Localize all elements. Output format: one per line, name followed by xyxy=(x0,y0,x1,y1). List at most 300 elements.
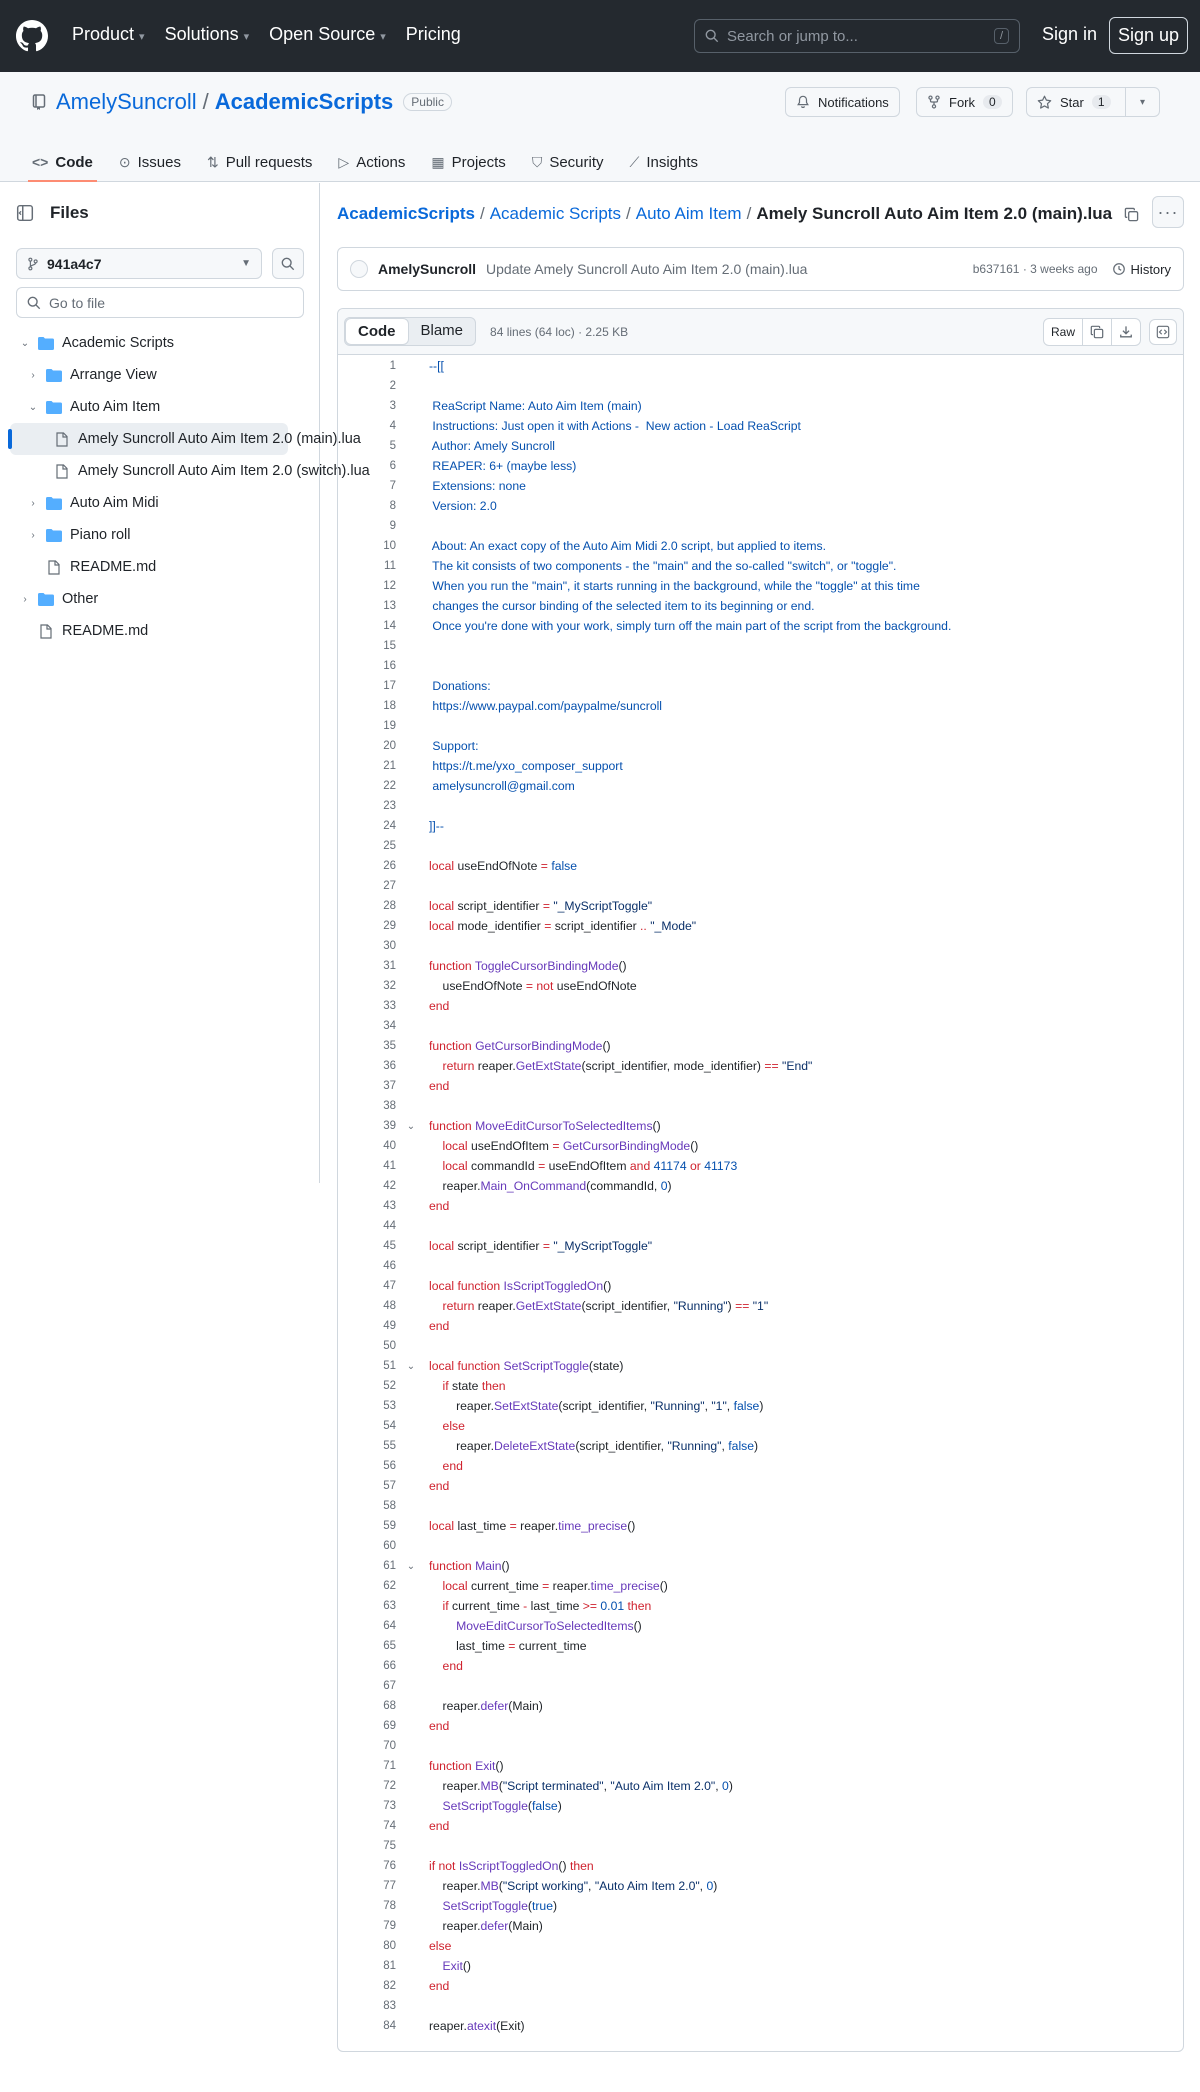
nav-pricing[interactable] xyxy=(406,24,461,45)
line-number[interactable]: 6 xyxy=(389,460,396,472)
folder-icon xyxy=(38,593,54,606)
branch-name: 941a4c7 xyxy=(47,255,102,272)
file-info: 84 lines (64 loc) · 2.25 KB xyxy=(490,324,629,339)
line-number[interactable]: 16 xyxy=(383,660,396,672)
global-search-input[interactable] xyxy=(694,19,1020,53)
tree-item-label: README.md xyxy=(70,559,157,575)
symbols-panel-button[interactable] xyxy=(1149,319,1177,345)
file-tree-sidebar xyxy=(0,183,370,1183)
line-number[interactable]: 20 xyxy=(383,740,396,752)
tree-file-readme-inner[interactable] xyxy=(0,551,320,583)
fork-count: 0 xyxy=(983,95,1002,109)
line-number[interactable]: 69 xyxy=(383,1720,396,1732)
line-number[interactable]: 30 xyxy=(383,940,396,952)
tree-folder-academic-scripts[interactable] xyxy=(0,327,320,359)
line-number[interactable]: 24 xyxy=(383,820,396,832)
line-number[interactable]: 43 xyxy=(383,1200,396,1212)
line-number[interactable]: 18 xyxy=(383,700,396,712)
tree-folder-auto-aim-item[interactable] xyxy=(0,391,320,423)
global-header xyxy=(0,0,1200,72)
code-text: useEndOfNote = not useEndOfNote xyxy=(429,979,637,993)
line-number[interactable]: 58 xyxy=(383,1500,396,1512)
line-number[interactable]: 78 xyxy=(383,1900,396,1912)
code-text: end xyxy=(429,1819,450,1833)
code-line xyxy=(338,1916,1183,1936)
line-number[interactable]: 9 xyxy=(389,520,396,532)
line-number[interactable]: 12 xyxy=(383,580,396,592)
nav-label: Open Source xyxy=(269,24,376,44)
line-count: 84 lines (64 loc) xyxy=(490,324,575,339)
code-line xyxy=(338,1336,1183,1356)
tree-item-label: Other xyxy=(62,591,99,607)
code-text: last_time = current_time xyxy=(429,1639,587,1653)
code-line xyxy=(338,1376,1183,1396)
line-number[interactable]: 64 xyxy=(383,1620,396,1632)
line-number[interactable]: 7 xyxy=(389,480,396,492)
code-text: REAPER: 6+ (maybe less) xyxy=(429,459,577,473)
tab-security[interactable] xyxy=(532,142,604,182)
line-number[interactable]: 70 xyxy=(383,1740,396,1752)
tab-label: Pull requests xyxy=(225,153,313,171)
line-number[interactable]: 77 xyxy=(383,1880,396,1892)
code-text: end xyxy=(429,999,450,1013)
tab-label: Security xyxy=(549,153,604,171)
tab-label: Insights xyxy=(646,153,699,171)
line-number[interactable]: 23 xyxy=(383,800,396,812)
file-icon xyxy=(56,464,68,479)
line-number[interactable]: 44 xyxy=(383,1220,396,1232)
tree-item-label: Piano roll xyxy=(70,527,131,543)
line-number[interactable]: 26 xyxy=(383,860,396,872)
tree-item-label: Academic Scripts xyxy=(62,335,175,351)
nav-product[interactable] xyxy=(72,24,145,45)
code-line xyxy=(338,1056,1183,1076)
line-number[interactable]: 33 xyxy=(383,1000,396,1012)
primary-nav xyxy=(72,24,481,45)
code-line xyxy=(338,1836,1183,1856)
line-number[interactable]: 11 xyxy=(384,560,396,572)
code-line xyxy=(338,1756,1183,1776)
star-dropdown-button[interactable] xyxy=(1125,87,1160,117)
fork-label: Fork xyxy=(949,94,975,110)
line-number[interactable]: 79 xyxy=(383,1920,396,1932)
tab-issues[interactable] xyxy=(119,142,181,182)
code-line xyxy=(338,1456,1183,1476)
code-text: function GetCursorBindingMode() xyxy=(429,1039,611,1053)
fork-icon xyxy=(927,95,941,109)
breadcrumb-separator: / xyxy=(746,204,752,223)
code-text: else xyxy=(429,1939,452,1953)
line-number[interactable]: 54 xyxy=(383,1420,396,1432)
code-line xyxy=(338,536,1183,556)
line-number[interactable]: 17 xyxy=(383,680,396,692)
code-text: end xyxy=(429,1199,450,1213)
code-line xyxy=(338,1656,1183,1676)
code-view-button[interactable]: Code xyxy=(345,318,409,345)
sign-up-button[interactable]: Sign up xyxy=(1109,17,1188,54)
line-number[interactable]: 3 xyxy=(389,400,396,412)
line-number[interactable]: 66 xyxy=(383,1660,396,1672)
code-line xyxy=(338,436,1183,456)
tree-file-main-lua[interactable] xyxy=(10,423,361,455)
fold-chevron-icon[interactable]: ⌄ xyxy=(406,1560,416,1572)
code-text: end xyxy=(429,1079,450,1093)
breadcrumb-separator: / xyxy=(479,204,485,223)
line-number[interactable]: 61 xyxy=(383,1560,396,1572)
line-number[interactable]: 32 xyxy=(383,980,396,992)
code-line xyxy=(338,1596,1183,1616)
folder-icon xyxy=(46,369,62,382)
breadcrumb-folder-link[interactable]: Academic Scripts xyxy=(489,204,622,223)
code-text: return reaper.GetExtState(script_identifier, "Running") == "1" xyxy=(442,1299,769,1313)
latest-commit-bar xyxy=(337,247,1184,291)
code-line xyxy=(338,1176,1183,1196)
shield-icon: ⛉ xyxy=(531,153,543,170)
sidebar-collapse-icon[interactable] xyxy=(16,204,34,222)
folder-icon xyxy=(46,529,62,542)
line-number[interactable]: 10 xyxy=(383,540,396,552)
copy-icon[interactable] xyxy=(1124,207,1139,222)
line-number[interactable]: 37 xyxy=(383,1080,396,1092)
file-icon xyxy=(56,432,68,447)
code-line xyxy=(338,1296,1183,1316)
code-line xyxy=(338,1936,1183,1956)
tab-pull-requests[interactable] xyxy=(207,142,312,182)
code-text: if state then xyxy=(442,1379,506,1393)
code-line xyxy=(338,1076,1183,1096)
line-number[interactable]: 51 xyxy=(383,1360,396,1372)
go-to-file-placeholder: Go to file xyxy=(49,294,106,311)
code-line xyxy=(338,676,1183,696)
chevron-down-icon: ▾ xyxy=(243,30,250,43)
code-text: changes the cursor binding of the selected item to its beginning or end. xyxy=(429,599,815,613)
code-text: reaper.MB("Script working", "Auto Aim Item 2.0", 0) xyxy=(429,1879,718,1893)
line-number[interactable]: 40 xyxy=(383,1140,396,1152)
line-number[interactable]: 53 xyxy=(383,1400,396,1412)
line-number[interactable]: 84 xyxy=(383,2020,396,2032)
line-number[interactable]: 72 xyxy=(383,1780,396,1792)
line-number[interactable]: 50 xyxy=(383,1340,396,1352)
code-text: SetScriptToggle(false) xyxy=(442,1799,562,1813)
fold-chevron-icon[interactable]: ⌄ xyxy=(406,1120,416,1132)
branch-selector[interactable] xyxy=(16,248,262,279)
line-number[interactable]: 29 xyxy=(383,920,396,932)
code-text: When you run the "main", it starts running in the background, while the "toggle" at this time xyxy=(429,579,920,593)
line-number[interactable]: 27 xyxy=(383,880,396,892)
repo-owner-link[interactable]: AmelySuncroll xyxy=(56,89,197,114)
sidebar-header xyxy=(16,203,89,223)
code-text: local useEndOfItem = GetCursorBindingMode() xyxy=(442,1139,699,1153)
code-text: reaper.SetExtState(script_identifier, "Running", "1", false) xyxy=(429,1399,764,1413)
pull-request-icon: ⇅ xyxy=(206,153,219,170)
code-line xyxy=(338,1796,1183,1816)
breadcrumb-repo-link[interactable]: AcademicScripts xyxy=(337,204,475,223)
code-text: end xyxy=(442,1659,463,1673)
code-line xyxy=(338,356,1183,376)
avatar[interactable] xyxy=(350,260,368,278)
code-text: reaper.Main_OnCommand(commandId, 0) xyxy=(429,1179,672,1193)
code-line xyxy=(338,376,1183,396)
repo-header xyxy=(0,72,1200,182)
code-text: end xyxy=(429,1979,450,1993)
code-line xyxy=(338,976,1183,996)
copy-raw-button[interactable] xyxy=(1083,319,1112,345)
code-text: function Exit() xyxy=(429,1759,504,1773)
line-number[interactable]: 60 xyxy=(383,1540,396,1552)
code-line xyxy=(338,1876,1183,1896)
breadcrumb-current-file: Amely Suncroll Auto Aim Item 2.0 (main).lua xyxy=(756,204,1113,223)
triangle-down-icon: ▼ xyxy=(241,258,251,269)
tree-folder-arrange-view[interactable] xyxy=(0,359,320,391)
graph-icon: ⟋ xyxy=(629,153,640,170)
repo-name-link[interactable]: AcademicScripts xyxy=(214,89,394,114)
file-viewer xyxy=(337,308,1184,2052)
history-icon xyxy=(1112,262,1126,276)
tree-folder-auto-aim-midi[interactable] xyxy=(0,487,320,519)
code-line xyxy=(338,1496,1183,1516)
commit-author-link[interactable]: AmelySuncroll xyxy=(378,261,477,277)
line-number[interactable]: 34 xyxy=(383,1020,396,1032)
line-number[interactable]: 36 xyxy=(383,1060,396,1072)
line-number[interactable]: 2 xyxy=(389,380,396,392)
code-line xyxy=(338,396,1183,416)
line-number[interactable]: 28 xyxy=(383,900,396,912)
github-logo-icon[interactable] xyxy=(16,20,48,52)
history-button[interactable] xyxy=(1112,262,1171,277)
fold-chevron-icon[interactable]: ⌄ xyxy=(406,1360,416,1372)
code-text: end xyxy=(429,1319,450,1333)
line-number[interactable]: 56 xyxy=(383,1460,396,1472)
triangle-down-icon: ▾ xyxy=(1139,96,1146,108)
line-number[interactable]: 5 xyxy=(389,440,396,452)
notifications-button[interactable] xyxy=(785,87,900,117)
code-text: Instructions: Just open it with Actions - New action - Load ReaScript xyxy=(429,419,801,433)
tree-item-label: README.md xyxy=(62,623,149,639)
code-line xyxy=(338,1096,1183,1116)
file-tree xyxy=(0,327,370,647)
search-icon xyxy=(705,29,719,43)
star-button[interactable] xyxy=(1026,87,1126,117)
code-line xyxy=(338,596,1183,616)
line-number[interactable]: 71 xyxy=(383,1760,396,1772)
line-number[interactable]: 45 xyxy=(383,1240,396,1252)
line-number[interactable]: 21 xyxy=(383,760,396,772)
line-number[interactable]: 80 xyxy=(383,1940,396,1952)
code-lines xyxy=(338,356,1183,2036)
raw-button[interactable]: Raw xyxy=(1044,319,1083,345)
code-line xyxy=(338,816,1183,836)
chevron-down-icon: ▾ xyxy=(139,30,145,43)
tab-insights[interactable] xyxy=(630,142,699,182)
issue-icon: ⊙ xyxy=(118,153,131,170)
tab-projects[interactable] xyxy=(431,142,505,182)
code-line xyxy=(338,1356,1183,1376)
line-number[interactable]: 52 xyxy=(383,1380,396,1392)
commit-message-link[interactable]: Update Amely Suncroll Auto Aim Item 2.0 (main).lua xyxy=(486,261,808,277)
line-number[interactable]: 19 xyxy=(383,720,396,732)
code-line xyxy=(338,616,1183,636)
code-text: SetScriptToggle(true) xyxy=(442,1899,558,1913)
code-line xyxy=(338,476,1183,496)
star-count: 1 xyxy=(1092,95,1111,109)
code-text: local script_identifier = "_MyScriptToggle" xyxy=(429,899,653,913)
sign-in-link[interactable]: Sign in xyxy=(1042,24,1098,44)
code-line xyxy=(338,1716,1183,1736)
chevron-right-icon: › xyxy=(31,529,35,541)
line-number[interactable]: 62 xyxy=(383,1580,396,1592)
line-number[interactable]: 73 xyxy=(383,1800,396,1812)
line-number[interactable]: 15 xyxy=(383,640,396,652)
tree-item-label: Auto Aim Item xyxy=(70,399,161,415)
code-text: return reaper.GetExtState(script_identifier, mode_identifier) == "End" xyxy=(442,1059,813,1073)
code-line xyxy=(338,916,1183,936)
commit-age: 3 weeks ago xyxy=(1030,262,1098,276)
code-text: function Main() xyxy=(429,1559,510,1573)
code-line xyxy=(338,936,1183,956)
line-number[interactable]: 49 xyxy=(383,1320,396,1332)
nav-solutions[interactable] xyxy=(165,24,250,45)
line-number[interactable]: 63 xyxy=(383,1600,396,1612)
code-text: Donations: xyxy=(429,679,491,693)
more-options-button[interactable] xyxy=(1152,196,1184,228)
code-line xyxy=(338,1856,1183,1876)
line-number[interactable]: 38 xyxy=(383,1100,396,1112)
visibility-badge: Public xyxy=(403,93,452,111)
file-search-button[interactable] xyxy=(272,248,304,279)
line-number[interactable]: 67 xyxy=(383,1680,396,1692)
code-line xyxy=(338,896,1183,916)
fork-button[interactable] xyxy=(916,87,1013,117)
line-number[interactable]: 65 xyxy=(383,1640,396,1652)
line-number[interactable]: 31 xyxy=(383,960,396,972)
bell-icon xyxy=(796,95,810,109)
nav-open-source[interactable] xyxy=(269,24,386,45)
tree-item-label: Amely Suncroll Auto Aim Item 2.0 (switch).lua xyxy=(78,463,370,479)
line-number[interactable]: 83 xyxy=(383,2000,396,2012)
search-icon xyxy=(27,296,41,310)
line-number[interactable]: 4 xyxy=(389,420,396,432)
sidebar-title: Files xyxy=(50,203,89,222)
code-line xyxy=(338,1436,1183,1456)
tree-file-readme-root[interactable] xyxy=(0,615,320,647)
line-number[interactable]: 13 xyxy=(383,600,396,612)
line-number[interactable]: 55 xyxy=(383,1440,396,1452)
nav-label: Pricing xyxy=(405,24,461,44)
line-number[interactable]: 82 xyxy=(383,1980,396,1992)
code-text: reaper.defer(Main) xyxy=(429,1919,543,1933)
line-number[interactable]: 25 xyxy=(383,840,396,852)
code-text: https://www.paypal.com/paypalme/suncroll xyxy=(429,699,663,713)
code-text: end xyxy=(429,1479,450,1493)
code-line xyxy=(338,1536,1183,1556)
code-text: About: An exact copy of the Auto Aim Midi 2.0 script, but applied to items. xyxy=(429,539,826,553)
tree-item-label: Auto Aim Midi xyxy=(70,495,159,511)
line-number[interactable]: 39 xyxy=(383,1120,396,1132)
line-number[interactable]: 48 xyxy=(383,1300,396,1312)
history-label: History xyxy=(1130,261,1171,277)
code-text: reaper.MB("Script terminated", "Auto Aim Item 2.0", 0) xyxy=(429,1779,733,1793)
tree-folder-piano-roll[interactable] xyxy=(0,519,320,551)
line-number[interactable]: 57 xyxy=(383,1480,396,1492)
code-text: ]]-- xyxy=(429,819,444,833)
line-number[interactable]: 35 xyxy=(383,1040,396,1052)
code-line xyxy=(338,636,1183,656)
chevron-down-icon: ⌄ xyxy=(28,401,38,413)
tree-item-label: Amely Suncroll Auto Aim Item 2.0 (main).lua xyxy=(78,431,361,447)
file-toolbar xyxy=(338,309,1183,355)
code-line xyxy=(338,1956,1183,1976)
line-number[interactable]: 46 xyxy=(383,1260,396,1272)
nav-label: Product xyxy=(72,24,135,44)
code-line xyxy=(338,1976,1183,1996)
tab-label: Issues xyxy=(137,153,181,171)
tab-label: Actions xyxy=(356,153,406,171)
code-text: amelysuncroll@gmail.com xyxy=(429,779,575,793)
code-line xyxy=(338,576,1183,596)
line-number[interactable]: 74 xyxy=(383,1820,396,1832)
code-icon: <> xyxy=(32,154,49,170)
download-button[interactable] xyxy=(1112,319,1140,345)
line-number[interactable]: 59 xyxy=(383,1520,396,1532)
folder-open-icon xyxy=(38,337,54,350)
code-line xyxy=(338,1816,1183,1836)
code-line xyxy=(338,556,1183,576)
tree-folder-other[interactable] xyxy=(0,583,320,615)
code-line xyxy=(338,2016,1183,2036)
line-number[interactable]: 42 xyxy=(383,1180,396,1192)
code-line xyxy=(338,1036,1183,1056)
code-line xyxy=(338,516,1183,536)
line-number[interactable]: 76 xyxy=(383,1860,396,1872)
tab-label: Code xyxy=(55,153,93,171)
line-number[interactable]: 75 xyxy=(383,1840,396,1852)
tree-file-switch-lua[interactable] xyxy=(10,455,370,487)
star-icon xyxy=(1037,95,1052,110)
folder-icon xyxy=(46,497,62,510)
code-line xyxy=(338,1256,1183,1276)
tab-actions[interactable] xyxy=(338,142,405,182)
breadcrumb-folder-link[interactable]: Auto Aim Item xyxy=(635,204,742,223)
code-line xyxy=(338,1896,1183,1916)
blame-view-button[interactable]: Blame xyxy=(420,322,464,339)
line-number[interactable]: 41 xyxy=(383,1160,396,1172)
line-number[interactable]: 47 xyxy=(383,1280,396,1292)
tab-code[interactable] xyxy=(32,142,93,182)
tree-item-label: Arrange View xyxy=(70,367,157,383)
line-number[interactable]: 68 xyxy=(383,1700,396,1712)
nav-label: Solutions xyxy=(164,24,239,44)
table-icon: ▦ xyxy=(431,153,445,170)
code-line xyxy=(338,416,1183,436)
line-number[interactable]: 1 xyxy=(389,360,396,372)
code-line xyxy=(338,1156,1183,1176)
code-text: The kit consists of two components - the "main" and the so-called "switch", or "toggle". xyxy=(429,559,897,573)
code-line xyxy=(338,496,1183,516)
code-line xyxy=(338,876,1183,896)
code-line xyxy=(338,956,1183,976)
code-line xyxy=(338,1776,1183,1796)
code-line xyxy=(338,1576,1183,1596)
code-text: Support: xyxy=(429,739,479,753)
chevron-down-icon: ⌄ xyxy=(20,337,30,349)
code-line xyxy=(338,1476,1183,1496)
line-number[interactable]: 14 xyxy=(383,620,396,632)
line-number[interactable]: 8 xyxy=(389,500,396,512)
line-number[interactable]: 81 xyxy=(383,1960,396,1972)
line-number[interactable]: 22 xyxy=(383,780,396,792)
go-to-file-input[interactable] xyxy=(16,287,304,318)
commit-sha-link[interactable]: b637161 xyxy=(972,262,1020,276)
